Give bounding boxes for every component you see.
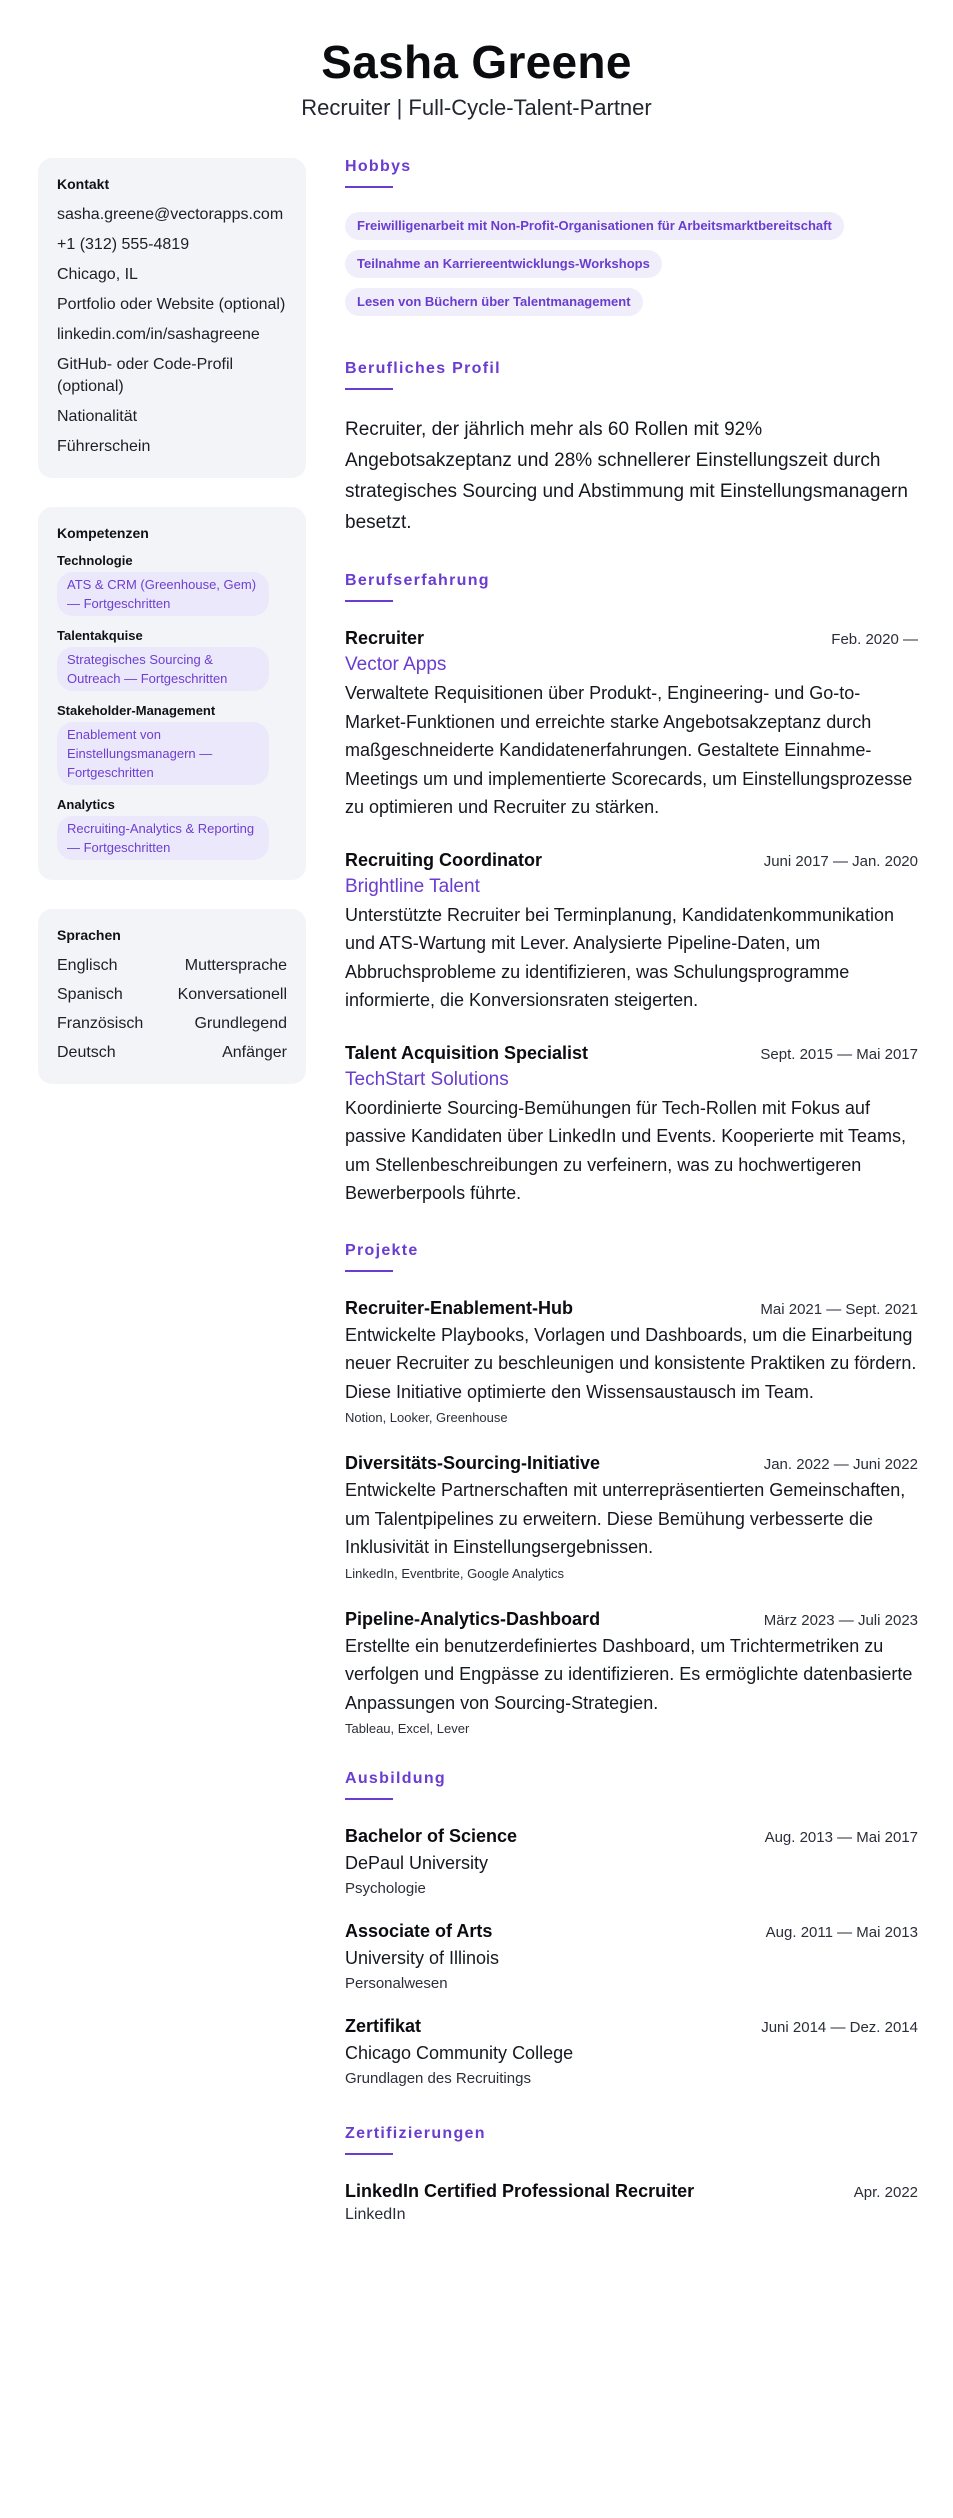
project-title: Pipeline-Analytics-Dashboard [345,1608,601,1629]
section-divider [345,2153,393,2155]
language-row [57,1013,287,1035]
contact-title: Kontakt [57,176,110,192]
contact-license: Führerschein [57,438,151,455]
job-title: Talent Acquisition Specialist [345,1042,589,1063]
contact-phone[interactable]: +1 (312) 555-4819 [57,236,190,253]
school-name: DePaul University [345,1853,489,1873]
skill-group [57,703,287,785]
degree-title: Bachelor of Science [345,1826,518,1846]
section-divider [345,1270,393,1272]
skill-group-name: Talentakquise [57,628,143,643]
project-date: März 2023 — Juli 2023 [763,1611,918,1629]
education-entry [345,1824,918,1901]
project-tech: Notion, Looker, Greenhouse [345,1410,508,1425]
project-description: Erstellte ein benutzerdefiniertes Dashboard, um Trichtermetriken zu verfolgen und Engpässe zu identifizieren. Es ermöglichte datenbasierte Anpassungen von Sourcing-Strategien. [345,1635,913,1713]
school-name: University of Illinois [345,1948,500,1968]
certifications-section [345,2125,918,2226]
skill-group-name: Stakeholder-Management [57,703,216,718]
job-title: Recruiter [345,628,425,648]
contact-card [38,158,306,478]
project-entry [345,1451,918,1581]
contact-email[interactable]: sasha.greene@vectorapps.com [57,206,284,223]
project-date: Jan. 2022 — Juni 2022 [763,1456,918,1473]
main-column [345,158,918,2260]
language-name: Französisch [57,1015,144,1032]
language-name: Spanisch [57,986,123,1003]
job-date: Feb. 2020 — [831,631,918,648]
certification-name: LinkedIn Certified Professional Recruiter [345,2181,695,2201]
experience-entry [345,1041,918,1208]
project-entry [345,1607,918,1737]
language-row [57,1042,287,1064]
project-title: Diversitäts-Sourcing-Initiative [345,1453,601,1473]
education-section [345,1770,918,2091]
job-date: Juni 2017 — Jan. 2020 [763,852,918,870]
project-entry [345,1296,918,1426]
skill-group [57,797,287,860]
degree-date: Aug. 2011 — Mai 2013 [765,1924,918,1941]
skill-group [57,553,287,616]
project-tech: Tableau, Excel, Lever [345,1721,470,1736]
sidebar [38,158,306,2260]
project-description: Entwickelte Playbooks, Vorlagen und Dashboards, um die Einarbeitung neuer Recruiter zu beschleunigen und konsistente Praktiken zu fördern. Diese Initiative optimierte den Wissensaustausch im Team. [345,1324,917,1402]
field-of-study: Personalwesen [345,1975,448,1992]
certification-issuer: LinkedIn [345,2206,406,2223]
experience-entry [345,848,918,1015]
contact-location: Chicago, IL [57,266,138,283]
field-of-study: Psychologie [345,1880,426,1897]
education-entry [345,2014,918,2091]
skill-chip: Strategisches Sourcing & Outreach — Fortgeschritten [57,647,269,691]
languages-card [38,909,306,1084]
skills-card [38,507,306,880]
degree-title: Zertifikat [345,2016,422,2036]
skill-chip: Enablement von Einstellungsmanagern — Fortgeschritten [57,722,269,785]
job-company: Vector Apps [345,654,447,675]
section-divider [345,1798,393,1800]
job-company: TechStart Solutions [345,1068,509,1090]
resume-header [0,0,953,122]
certification-date: Apr. 2022 [853,2184,918,2201]
experience-entry [345,626,918,822]
hobby-chip: Lesen von Büchern über Talentmanagement [345,288,643,316]
school-name: Chicago Community College [345,2043,574,2063]
hobby-list [345,212,918,326]
section-title: Projekte [345,1241,419,1259]
section-title: Berufserfahrung [345,572,490,589]
experience-section [345,572,918,1208]
section-title: Zertifizierungen [345,2125,486,2142]
skill-group-name: Analytics [57,797,115,812]
skill-group [57,628,287,691]
language-level: Anfänger [222,1044,287,1061]
hobby-chip: Freiwilligenarbeit mit Non-Profit-Organisationen für Arbeitsmarktbereitschaft [345,212,844,240]
degree-title: Associate of Arts [345,1921,493,1941]
degree-date: Juni 2014 — Dez. 2014 [761,2019,918,2036]
section-title: Berufliches Profil [345,360,501,377]
skill-chip: Recruiting-Analytics & Reporting — Fortgeschritten [57,816,269,860]
skills-title: Kompetenzen [57,525,149,541]
language-level: Konversationell [177,986,287,1003]
language-row [57,955,287,977]
project-date: Mai 2021 — Sept. 2021 [760,1300,918,1318]
languages-title: Sprachen [57,927,121,943]
language-name: Englisch [57,957,118,974]
language-level: Grundlegend [194,1015,287,1032]
section-title: Ausbildung [345,1770,446,1787]
projects-section [345,1242,918,1737]
project-tech: LinkedIn, Eventbrite, Google Analytics [345,1565,564,1581]
job-date: Sept. 2015 — Mai 2017 [760,1045,918,1063]
profile-summary: Recruiter, der jährlich mehr als 60 Rollen mit 92% Angebotsakzeptanz und 28% schnellerer Einstellungszeit durch strategisches Sourcing und Abstimmung mit Einstellungsmanagern besetzt. [345,419,908,533]
degree-date: Aug. 2013 — Mai 2017 [764,1829,918,1846]
section-divider [345,388,393,390]
job-title: Recruiting Coordinator [345,849,542,870]
project-description: Entwickelte Partnerschaften mit unterrepräsentierten Gemeinschaften, um Talentpipelines zu erweitern. Diese Bemühung verbesserte die Inklusivität in Einstellungsergebnissen. [345,1480,906,1557]
language-level: Muttersprache [184,957,287,974]
section-divider [345,600,393,602]
job-description: Verwaltete Requisitionen über Produkt-, Engineering- und Go-to-Market-Funktionen und erreichte starke Angebotsakzeptanz durch maßgeschneiderte Kandidatenerfahrungen. Gestaltete Einnahme-Meetings um und implementierte Scorecards, um Einstellungsprozesse zu optimieren und Recruiter zu stärken. [345,683,913,817]
skill-chip: ATS & CRM (Greenhouse, Gem) — Fortgeschritten [57,572,269,616]
certification-entry [345,2179,918,2226]
education-entry [345,1919,918,1996]
candidate-headline: Recruiter | Full-Cycle-Talent-Partner [301,95,652,120]
project-title: Recruiter-Enablement-Hub [345,1297,574,1318]
section-title: Hobbys [345,158,412,175]
contact-nationality: Nationalität [57,408,138,425]
contact-portfolio[interactable]: Portfolio oder Website (optional) [57,296,286,313]
section-divider [345,186,393,188]
job-description: Unterstützte Recruiter bei Terminplanung, Kandidatenkommunikation und ATS-Wartung mit Lever. Analysierte Pipeline-Daten, um Abbruchsprobleme zu identifizieren, was Schulungsprogramme informierte, die Konversionsraten steigerten. [345,904,894,1010]
contact-linkedin[interactable]: linkedin.com/in/sashagreene [57,326,260,343]
field-of-study: Grundlagen des Recruitings [345,2070,531,2087]
contact-github[interactable]: GitHub- oder Code-Profil (optional) [57,356,234,395]
resume-layout [38,158,918,2260]
candidate-name: Sasha Greene [321,36,632,88]
profile-section [345,360,918,538]
skill-group-name: Technologie [57,553,133,568]
job-company: Brightline Talent [345,875,480,897]
job-description: Koordinierte Sourcing-Bemühungen für Tech-Rollen mit Fokus auf passive Kandidaten über LinkedIn und Events. Kooperierte mit Teams, um Stellenbeschreibungen zu verfeinern, was zu hochwertigeren Bewerberpools führte. [345,1097,907,1203]
hobby-chip: Teilnahme an Karriereentwicklungs-Workshops [345,250,662,278]
language-name: Deutsch [57,1044,116,1061]
language-row [57,984,287,1006]
hobbies-section [345,158,918,326]
